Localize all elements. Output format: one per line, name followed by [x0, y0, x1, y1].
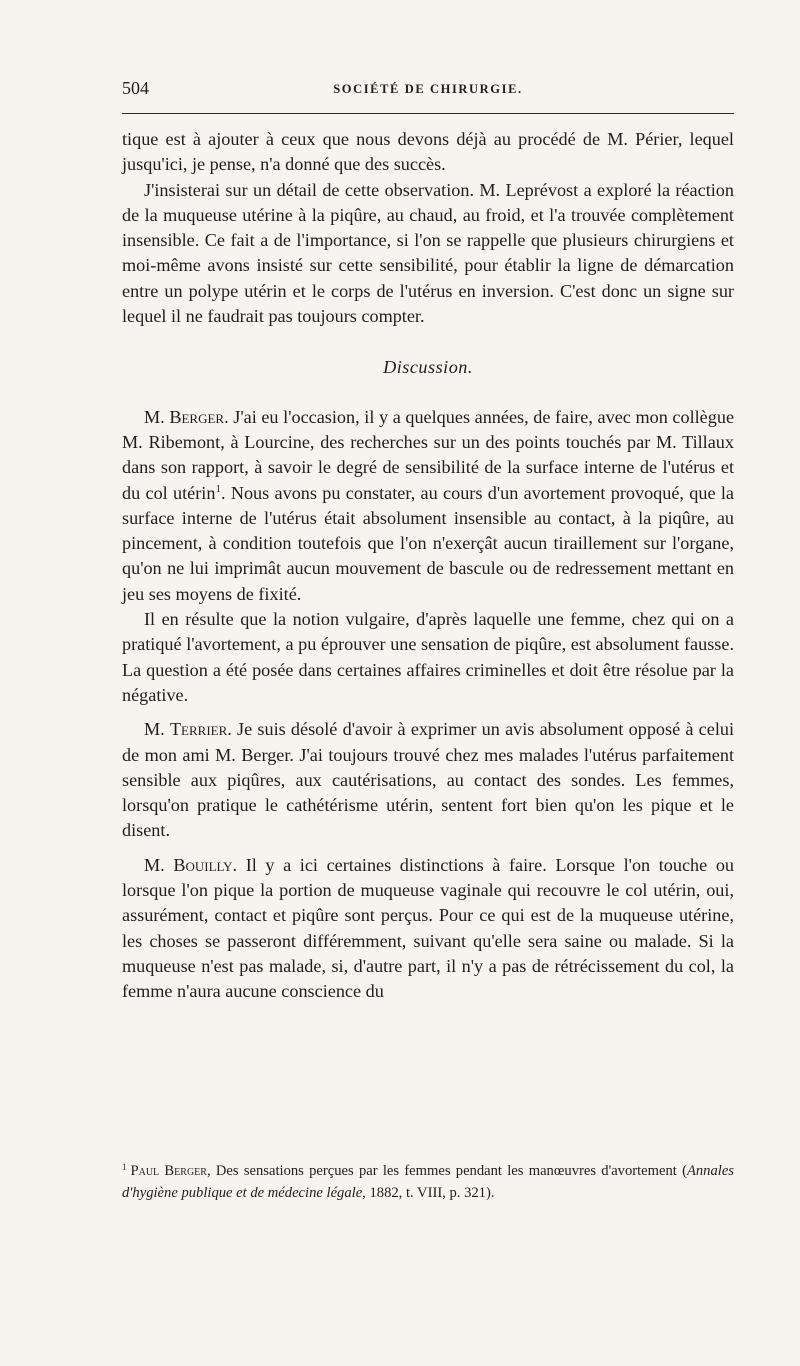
footnote-mark: 1	[122, 1162, 127, 1172]
speaker-initial: M.	[144, 406, 165, 427]
bouilly-remark	[122, 853, 734, 1005]
speaker-name-terrier: Terrier.	[169, 719, 232, 740]
terrier-text: Je suis désolé d'avoir à exprimer un avis absolument opposé à celui de mon ami M. Berger. J'ai toujours trouvé chez mes malades l'utérus parfaitement sensible aux piqûres, aux cautérisations, au contact des sondes. Les femmes, lorsqu'on pratique le cathétérisme utérin, sentent fort bien qu'on les pique et le disent.	[122, 719, 735, 841]
berger-remark	[122, 405, 734, 607]
footnote-title: Des sensations perçues par les femmes pendant les manœuvres d'avortement (	[215, 1163, 687, 1179]
berger-remark-conclusion: Il en résulte que la notion vulgaire, d'après laquelle une femme, chez qui on a pratiqué l'avortement, a pu éprouver une sensation de piqûre, est absolument fausse. La question a été posée dans certaines affaires criminelles et doit être résolue par la négative.	[122, 609, 734, 705]
page-number: 504	[122, 78, 149, 98]
main-text	[122, 127, 734, 1005]
paragraph-continued: tique est à ajouter à ceux que nous devons déjà au procédé de M. Périer, lequel jusqu'ici, je pense, n'a donné que des succès.	[122, 129, 734, 175]
speaker-initial: M.	[144, 854, 165, 875]
berger-text: J'ai eu l'occasion, il y a quelques années, de faire, avec mon collègue M. Ribemont, à Lourcine, des recherches sur un des points touchés par M. Tillaux dans son rapport, à savoir le degré de sensibilité de la surface interne de l'utérus et du col utérin	[122, 406, 735, 503]
footnote	[122, 1157, 734, 1204]
speaker-initial: M.	[144, 719, 165, 740]
speaker-name-bouilly: Bouilly.	[173, 854, 238, 875]
page-header	[122, 74, 734, 104]
terrier-remark	[122, 717, 734, 843]
header-rule	[122, 113, 734, 114]
berger-text-continued: . Nous avons pu constater, au cours d'un avortement provoqué, que la surface interne de l'utérus était absolument insensible au contact, à la piqûre, au pincement, à condition toutefois que l'on n'exerçât aucun tiraillement sur l'organe, qu'on ne lui imprimât aucun mouvement de bascule ou de redressement mettant en jeu ses moyens de fixité.	[122, 482, 734, 604]
section-title: Discussion.	[383, 357, 473, 378]
footnote-journal: Annales d'hygiène publique et de médecine légale,	[122, 1163, 734, 1201]
bouilly-text: Il y a ici certaines distinctions à faire. Lorsque l'on touche ou lorsque l'on pique la portion de muqueuse vaginale qui recouvre le col utérin, oui, assurément, contact et piqûre sont perçus. Pour ce qui est de la muqueuse utérine, les choses se passeront différemment, suivant qu'elle sera saine ou malade. Si la muqueuse n'est pas malade, si, d'autre part, il n'y a pas de rétrécissement du col, la femme n'aura aucune conscience du	[122, 854, 735, 1002]
running-title: SOCIÉTÉ DE CHIRURGIE.	[333, 82, 523, 96]
footnote-author: Paul Berger,	[130, 1163, 211, 1179]
footnote-citation: 1882, t. VIII, p. 321).	[369, 1184, 495, 1201]
paragraph-observation: J'insisterai sur un détail de cette observation. M. Leprévost a exploré la réaction de la muqueuse utérine à la piqûre, au chaud, au froid, et l'a trouvée complètement insensible. Ce fait a de l'importance, si l'on se rappelle que plusieurs chirurgiens et moi-même avons insisté sur cette sensibilité, pour établir la ligne de démarcation entre un polype utérin et le corps de l'utérus en inversion. C'est donc un signe sur lequel il ne faudrait pas toujours compter.	[122, 179, 734, 327]
footnote-reference[interactable]: 1	[215, 482, 221, 495]
speaker-name-berger: Berger.	[169, 406, 229, 427]
